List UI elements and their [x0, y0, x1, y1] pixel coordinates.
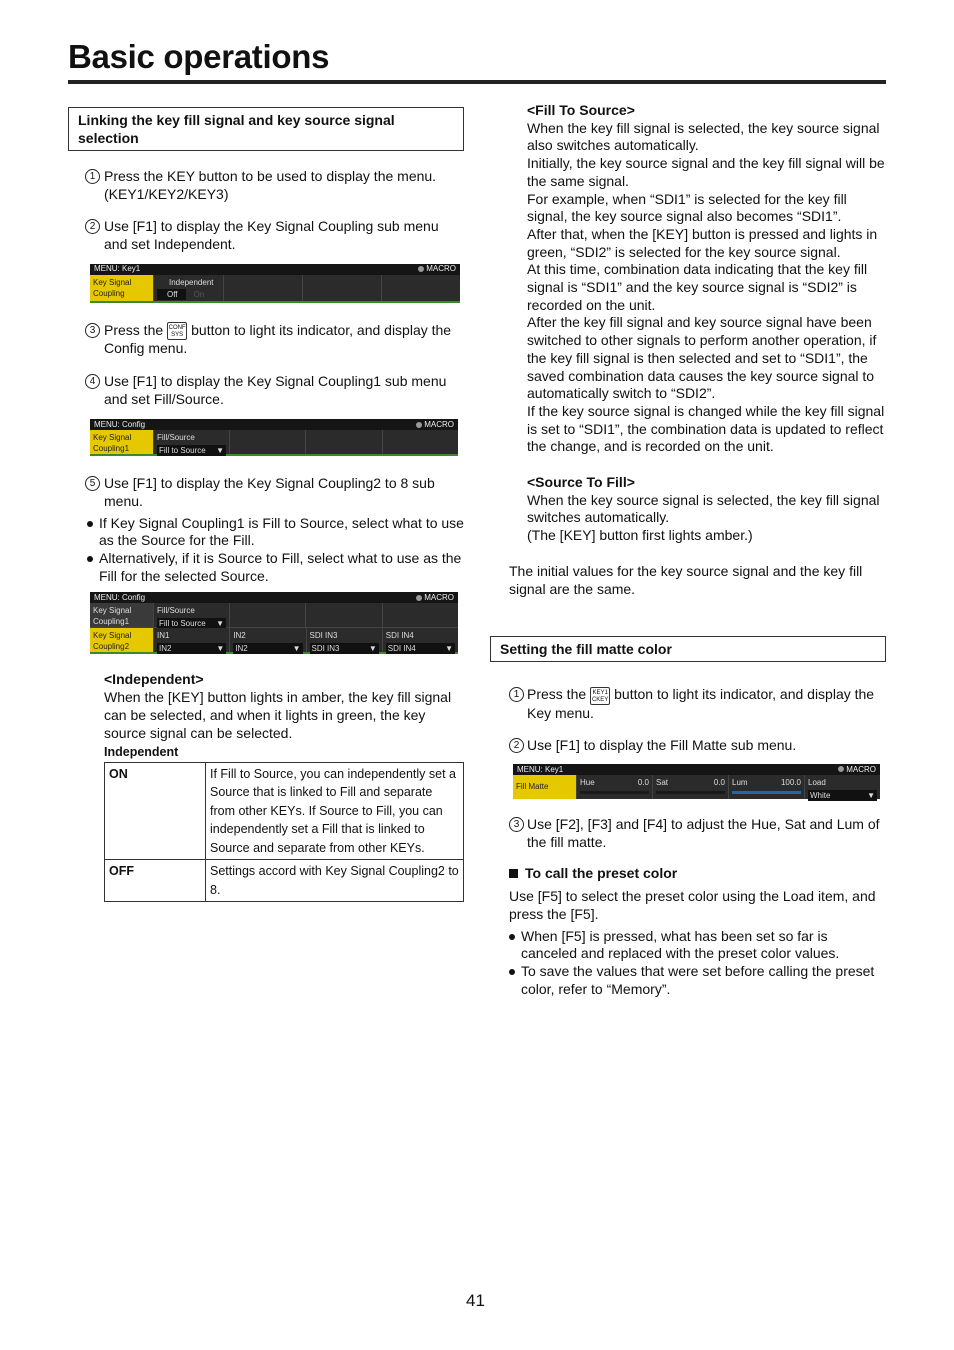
paragraph: If the key source signal is changed while the key fill signal is set to “SDI1”, the combination data is updated to reflect the change, and is recorded on the unit.	[527, 402, 885, 455]
menu-cell-sat[interactable]: Sat 0.0	[652, 775, 728, 799]
step-2: 2 Use [F1] to display the Fill Matte sub menu.	[490, 737, 886, 755]
step-text: Use [F1] to display the Key Signal Coupling1 sub menu and set Fill/Source.	[104, 372, 447, 407]
step-5	[68, 475, 464, 510]
menu-cell-load[interactable]: Load White ▼	[804, 775, 880, 799]
dropdown-arrow-icon: ▼	[867, 790, 875, 800]
paragraph: After the key fill signal and key source signal have been switched to other signals to perform another operation, if the key fill signal is then selected and set to “SDI1”, the saved combination data causes the key source signal to automatically switch to “SDI2”.	[527, 314, 877, 402]
fill-to-source-heading: <Fill To Source>	[527, 102, 635, 118]
independent-text: When the [KEY] button lights in amber, the key fill signal can be selected, and when it lights in green, the key source signal can be selected.	[104, 689, 452, 741]
step-number: 3	[85, 323, 100, 338]
step-number: 2	[509, 738, 524, 753]
menu-cell-lum[interactable]: Lum 100.0	[728, 775, 804, 799]
step-number: 4	[85, 374, 100, 389]
preset-heading: To call the preset color	[490, 865, 886, 883]
square-bullet-icon	[509, 869, 518, 878]
paragraph: Initially, the key source signal and the key fill signal will be the same signal.	[527, 155, 885, 189]
menu-row-label: Key Signal Coupling2	[90, 628, 153, 652]
dropdown-arrow-icon: ▼	[445, 644, 453, 654]
step-number: 1	[85, 169, 100, 184]
page-number: 41	[466, 1291, 485, 1310]
menu-cell-fill-source[interactable]: Fill/Source Fill to Source ▼	[153, 603, 229, 627]
menu-cell-sdi-in4[interactable]: SDI IN4 SDI IN4 ▼	[382, 628, 458, 652]
key1-ckey-button-icon: KEY1 CKEY	[590, 687, 610, 705]
source-to-fill-heading: <Source To Fill>	[527, 474, 635, 491]
menu-row-label: Key Signal Coupling	[90, 275, 153, 301]
menu-cell-sdi-in3[interactable]: SDI IN3 SDI IN3 ▼	[306, 628, 382, 652]
step-text: Use [F1] to display the Key Signal Coupling2 to 8 sub menu.	[104, 475, 435, 509]
bullet-item: Alternatively, if it is Source to Fill, select what to use as the Fill for the selected Source.	[68, 550, 464, 585]
section-heading-linking: Linking the key fill signal and key source signal selection	[68, 107, 464, 151]
table-caption: Independent	[104, 745, 179, 760]
bullet-item: To save the values that were set before calling the preset color, refer to “Memory”.	[490, 963, 886, 998]
menu-row-label: Key Signal Coupling1	[90, 603, 153, 627]
paragraph: For example, when “SDI1” is selected for the key fill signal, the key source signal also becomes “SDI1”.	[527, 190, 847, 225]
step-number: 3	[509, 817, 524, 832]
step-text: Use [F1] to display the Key Signal Coupling sub menu and set Independent.	[104, 218, 439, 253]
independent-table	[104, 762, 464, 903]
step-number: 1	[509, 687, 524, 702]
menu-screen-fill-matte: MENU: Key1 MACRO Fill Matte Hue 0.0 Sat 0.0 Lum 100.0 Load White ▼	[513, 764, 880, 799]
paragraph: When the key source signal is selected, the key fill signal switches automatically.	[527, 491, 880, 526]
menu-cell-in2[interactable]: IN2 IN2 ▼	[229, 628, 305, 652]
dropdown-arrow-icon: ▼	[368, 644, 377, 654]
step-4	[68, 373, 464, 408]
step-text: Press the KEY button to be used to display the menu. (KEY1/KEY2/KEY3)	[104, 168, 437, 202]
bullet-item: If Key Signal Coupling1 is Fill to Source, select what to use as the Source for the Fill.	[68, 515, 464, 550]
macro-indicator-icon	[838, 766, 844, 772]
menu-screen-key1-coupling	[90, 264, 460, 303]
menu-cell-independent[interactable]: Independent Off On	[153, 275, 223, 301]
paragraph: When the key fill signal is selected, the key source signal also switches automatically.	[527, 119, 880, 154]
menu-screen-config-coupling1: MENU: Config MACRO Key Signal Coupling1 Fill/Source Fill to Source ▼	[90, 419, 458, 456]
table-row: ON If Fill to Source, you can independently set a Source that is linked to Fill and separate from other KEYs. If Source to Fill, you can independently set a Fill that is linked to Source and separate from other KEYs.	[105, 762, 464, 860]
macro-indicator-icon	[416, 595, 422, 601]
right-column	[490, 102, 886, 998]
menu-row-label: Key Signal Coupling1	[90, 430, 153, 454]
page-title: Basic operations	[68, 38, 330, 75]
step-number: 5	[85, 476, 100, 491]
menu-screen-config-coupling2: MENU: Config MACRO Key Signal Coupling1 Fill/Source Fill to Source ▼ Key Signal Coupling2 IN1 IN2 ▼ IN2 IN2 ▼ SDI IN3 SDI IN3 ▼ SDI IN4 SDI IN4 ▼	[90, 592, 458, 654]
menu-cell-fill-source[interactable]: Fill/Source Fill to Source ▼	[153, 430, 229, 454]
step-1	[68, 168, 464, 203]
dropdown-arrow-icon: ▼	[216, 619, 224, 629]
step-3: 3 Use [F2], [F3] and [F4] to adjust the Hue, Sat and Lum of the fill matte.	[490, 816, 886, 851]
paragraph: After that, when the [KEY] button is pressed and lights in green, “SDI2” is selected for the key source signal.	[527, 225, 878, 260]
title-rule	[68, 80, 886, 84]
section-heading-fill-matte: Setting the fill matte color	[490, 636, 886, 662]
paragraph: Use [F5] to select the preset color using the Load item, and press the [F5].	[509, 888, 876, 922]
dropdown-arrow-icon: ▼	[216, 644, 225, 654]
macro-label: MACRO	[426, 264, 456, 274]
table-row: OFF Settings accord with Key Signal Coupling2 to 8.	[105, 860, 464, 902]
independent-heading: <Independent>	[104, 671, 204, 688]
menu-title: MENU: Key1	[94, 264, 141, 274]
macro-indicator-icon	[418, 266, 424, 272]
conf-sys-button-icon: CONF SYS	[167, 322, 187, 340]
menu-cell-hue[interactable]: Hue 0.0	[576, 775, 652, 799]
paragraph: (The [KEY] button first lights amber.)	[527, 527, 753, 544]
step-number: 2	[85, 219, 100, 234]
dropdown-arrow-icon: ▼	[292, 644, 301, 654]
left-column	[68, 107, 464, 902]
step-3: 3 Press the CONF SYS button to light its indicator, and display the Config menu.	[68, 322, 464, 358]
menu-row-label: Fill Matte	[513, 775, 576, 799]
bullet-item: When [F5] is pressed, what has been set so far is canceled and replaced with the preset color values.	[490, 928, 886, 963]
menu-cell-in1[interactable]: IN1 IN2 ▼	[153, 628, 229, 652]
paragraph: The initial values for the key source signal and the key fill signal are the same.	[509, 562, 863, 597]
step-1: 1 Press the KEY1 CKEY button to light its indicator, and display the Key menu.	[490, 686, 886, 722]
macro-indicator-icon	[416, 422, 422, 428]
step-2	[68, 218, 464, 253]
dropdown-arrow-icon: ▼	[216, 446, 224, 456]
paragraph: At this time, combination data indicating that the key fill signal is “SDI1” and the key source signal is “SDI2” is recorded on the unit.	[527, 261, 868, 313]
